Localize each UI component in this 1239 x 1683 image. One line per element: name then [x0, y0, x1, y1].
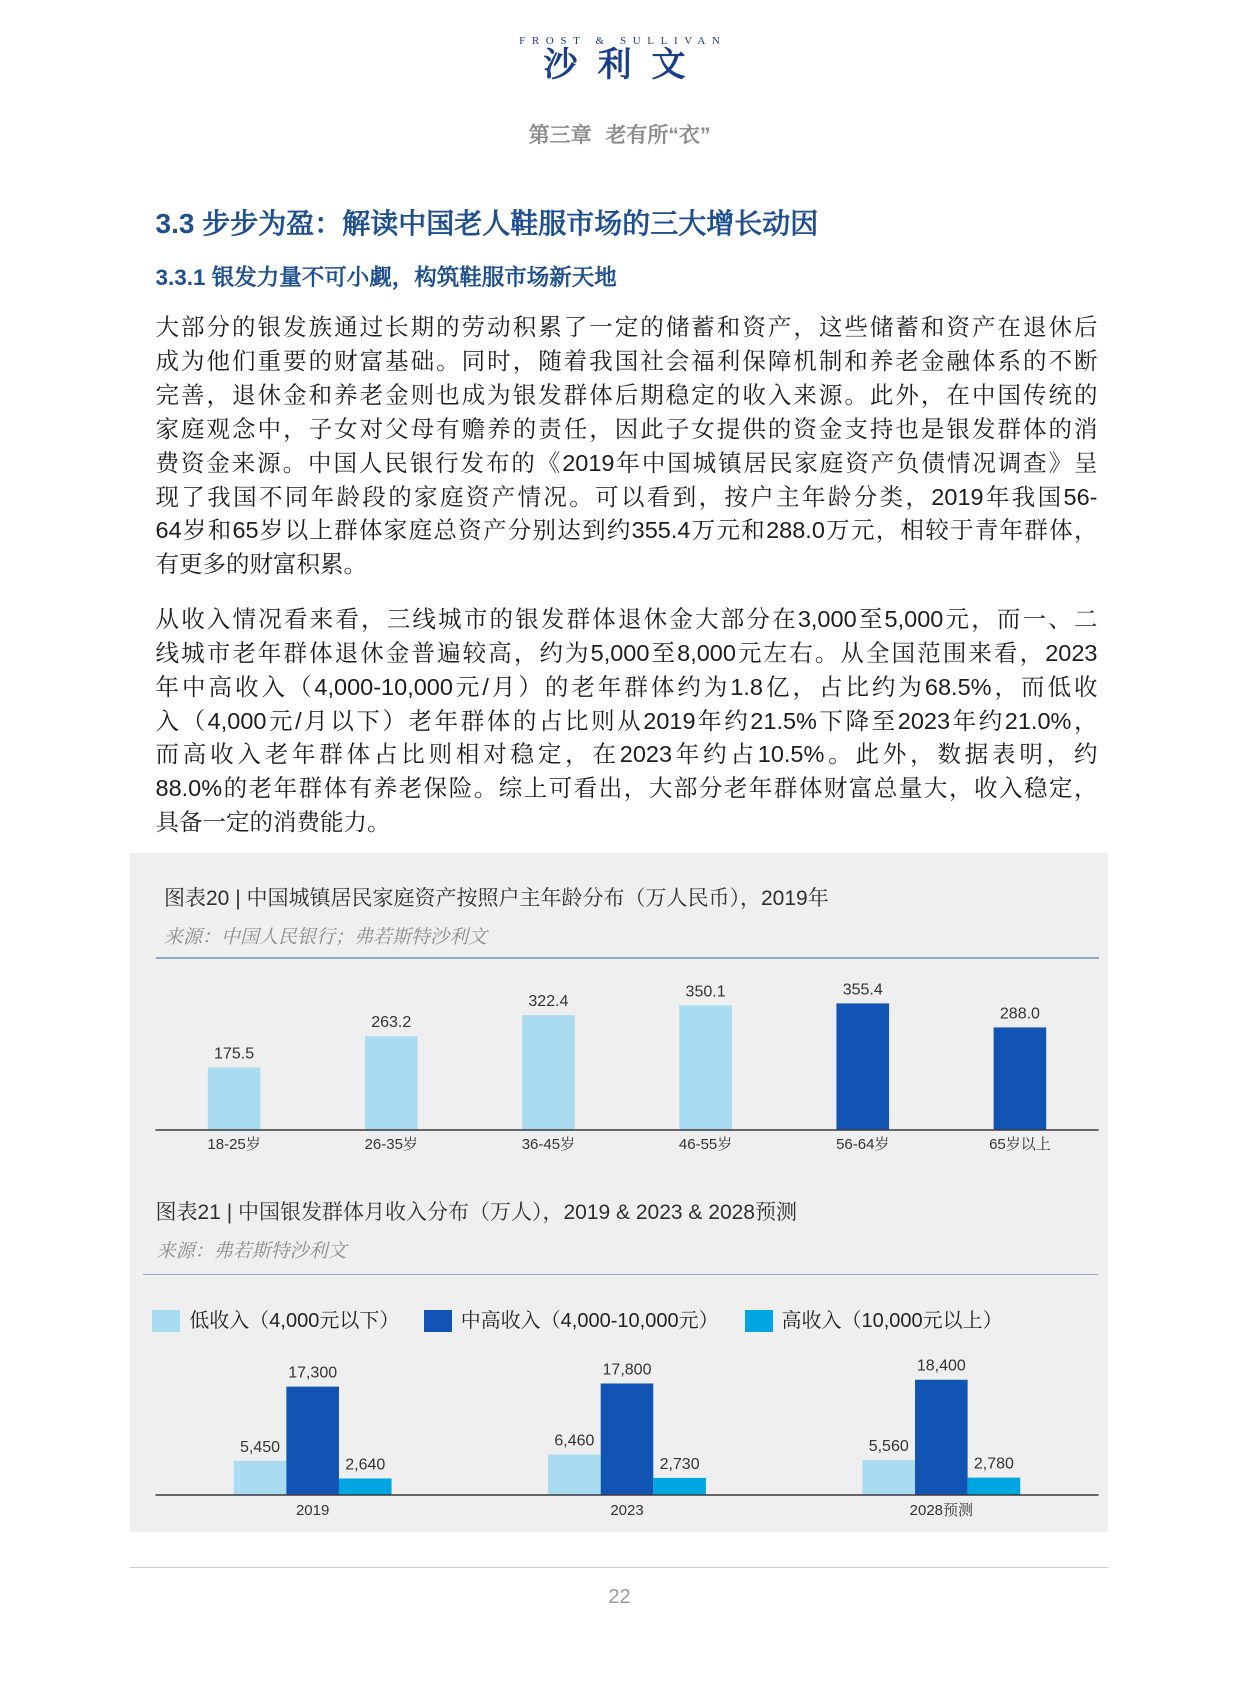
income-distribution-bar-chart	[130, 1345, 1108, 1530]
category-label: 26-35岁	[364, 1136, 418, 1153]
bar-value-label: 18,400	[916, 1357, 966, 1375]
body-paragraph-2	[156, 603, 1098, 840]
legend-swatch	[152, 1310, 180, 1332]
page-number: 22	[608, 1586, 631, 1608]
figure-20-source: 来源：中国人民银行；弗若斯特沙利文	[164, 926, 488, 948]
paragraph-line: 从收入情况看来看，三线城市的银发群体退休金大部分在3,000至5,000元，而一、二	[155, 606, 1098, 633]
asset-bar	[679, 1005, 732, 1130]
income-bar-mid-high-income	[286, 1387, 339, 1495]
paragraph-line: 而高收入老年群体占比则相对稳定，在2023年约占10.5%。此外，数据表明，约	[155, 741, 1098, 768]
bar-value-label: 17,300	[288, 1364, 338, 1382]
section-title: 3.3 步步为盈：解读中国老人鞋服市场的三大增长动因	[155, 208, 819, 239]
paragraph-line: 88.0%的老年群体有养老保险。综上可看出，大部分老年群体财富总量大，收入稳定，	[155, 775, 1098, 802]
paragraph-line: 成为他们重要的财富基础。同时，随着我国社会福利保障机制和养老金融体系的不断	[155, 348, 1098, 375]
asset-by-age-bar-chart	[130, 960, 1108, 1160]
bar-value-label: 263.2	[371, 1014, 412, 1032]
bar-value-label: 6,460	[554, 1432, 595, 1450]
figure-21-title: 图表21 | 中国银发群体月收入分布（万人），2019 & 2023 & 2028预测	[155, 1201, 797, 1225]
category-label: 36-45岁	[521, 1136, 576, 1153]
category-label: 2028预测	[909, 1502, 974, 1519]
chapter-title: 第三章 老有所“衣”	[528, 124, 711, 147]
asset-bar	[365, 1036, 418, 1130]
bar-value-label: 175.5	[214, 1045, 255, 1063]
paragraph-line: 费资金来源。中国人民银行发布的《2019年中国城镇居民家庭资产负债情况调查》呈	[155, 449, 1098, 476]
bar-value-label: 322.4	[528, 993, 569, 1011]
subsection-title: 3.3.1 银发力量不可小觑，构筑鞋服市场新天地	[155, 264, 617, 290]
figure-20-title: 图表20 | 中国城镇居民家庭资产按照户主年龄分布（万人民币），2019年	[164, 886, 829, 910]
income-bar-low-income	[862, 1460, 915, 1495]
legend-swatch	[745, 1310, 773, 1332]
legend-item-mid-high-income	[424, 1308, 719, 1334]
bar-value-label: 2,730	[659, 1455, 700, 1473]
income-bar-mid-high-income	[601, 1383, 654, 1495]
asset-bar	[994, 1027, 1047, 1130]
paragraph-line: 完善，退休金和养老金则也成为银发群体后期稳定的收入来源。此外，在中国传统的	[155, 381, 1098, 408]
legend-item-high-income	[745, 1308, 1003, 1334]
paragraph-line: 线城市老年群体退休金普遍较高，约为5,000至8,000元左右。从全国范围来看，2023	[155, 639, 1098, 666]
bar-value-label: 355.4	[842, 981, 883, 999]
paragraph-line: 具备一定的消费能力。	[155, 809, 391, 836]
legend-label: 高收入（10,000元以上）	[781, 1309, 1003, 1332]
asset-bar	[208, 1067, 261, 1130]
bar-value-label: 288.0	[999, 1005, 1040, 1023]
paragraph-line: 64岁和65岁以上群体家庭总资产分别达到约355.4万元和288.0万元，相较于青年群体，	[155, 517, 1098, 544]
category-label: 2023	[610, 1502, 644, 1519]
income-bar-high-income	[653, 1478, 706, 1495]
paragraph-line: 入（4,000元/月以下）老年群体的占比则从2019年约21.5%下降至2023年约21.0%，	[155, 707, 1098, 734]
asset-bar	[836, 1003, 889, 1130]
figure-21-divider	[143, 1274, 1099, 1276]
bar-value-label: 2,780	[973, 1455, 1014, 1473]
figure-21-source: 来源：弗若斯特沙利文	[156, 1240, 347, 1262]
bar-value-label: 350.1	[685, 983, 726, 1001]
income-bar-low-income	[234, 1461, 287, 1495]
brand-logo-cn: 沙利文	[543, 46, 706, 84]
paragraph-line: 现了我国不同年龄段的家庭资产情况。可以看到，按户主年龄分类，2019年我国56-	[155, 483, 1098, 510]
legend-label: 低收入（4,000元以下）	[189, 1309, 400, 1332]
legend-item-low-income	[152, 1308, 399, 1334]
category-label: 2019	[295, 1502, 330, 1519]
figure-20-divider	[156, 957, 1099, 959]
paragraph-line: 家庭观念中，子女对父母有赡养的责任，因此子女提供的资金支持也是银发群体的消	[155, 415, 1098, 442]
bar-value-label: 5,560	[868, 1438, 909, 1456]
category-label: 18-25岁	[207, 1136, 261, 1153]
bar-value-label: 2,640	[345, 1456, 386, 1474]
category-label: 46-55岁	[678, 1136, 733, 1153]
asset-bar	[522, 1015, 575, 1130]
income-bar-high-income	[339, 1478, 392, 1495]
income-bar-mid-high-income	[915, 1380, 968, 1495]
income-bar-low-income	[548, 1455, 601, 1495]
bar-value-label: 17,800	[602, 1361, 652, 1379]
category-label: 65岁以上	[989, 1136, 1051, 1153]
body-paragraph-1	[156, 311, 1098, 582]
legend-swatch	[424, 1310, 452, 1332]
footer-divider	[130, 1567, 1108, 1568]
paragraph-line: 有更多的财富积累。	[155, 551, 367, 578]
bar-value-label: 5,450	[240, 1438, 281, 1456]
category-label: 56-64岁	[836, 1136, 890, 1153]
brand-wordmark-en: FROST & SULLIVAN	[519, 35, 727, 47]
paragraph-line: 大部分的银发族通过长期的劳动积累了一定的储蓄和资产，这些储蓄和资产在退休后	[155, 314, 1098, 341]
legend-label: 中高收入（4,000-10,000元）	[460, 1309, 719, 1332]
paragraph-line: 年中高收入（4,000-10,000元/月）的老年群体约为1.8亿，占比约为68.5%，而低收	[155, 673, 1098, 700]
income-bar-high-income	[968, 1478, 1021, 1495]
